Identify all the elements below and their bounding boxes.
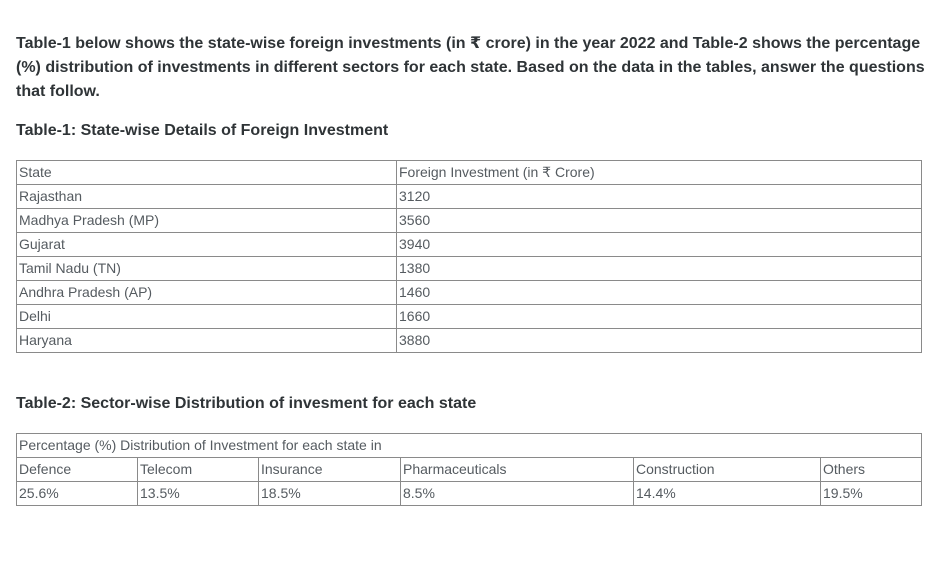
table-caption-row (17, 434, 922, 458)
defence-value: 25.6% (17, 482, 138, 506)
state-cell: Rajasthan (17, 185, 397, 209)
table-header-row (17, 161, 922, 185)
state-cell: Haryana (17, 329, 397, 353)
table-row (17, 233, 922, 257)
telecom-value: 13.5% (138, 482, 259, 506)
construction-value: 14.4% (634, 482, 821, 506)
distribution-caption: Percentage (%) Distribution of Investment for each state in (17, 434, 922, 458)
insurance-value: 18.5% (259, 482, 401, 506)
table-row (17, 209, 922, 233)
table-row (17, 329, 922, 353)
others-value: 19.5% (821, 482, 922, 506)
intro-paragraph: Table-1 below shows the state-wise foreign investments (in ₹ crore) in the year 2022 and Table-2 shows the percentage (%) distribution of investments in different sectors for each state. Based on the data in the tables, answer the questions that follow. (16, 35, 925, 100)
investment-cell: 3560 (397, 209, 922, 233)
table-row (17, 185, 922, 209)
table-row (17, 482, 922, 506)
header-defence: Defence (17, 458, 138, 482)
header-foreign-investment: Foreign Investment (in ₹ Crore) (397, 161, 922, 185)
state-cell: Tamil Nadu (TN) (17, 257, 397, 281)
investment-cell: 3880 (397, 329, 922, 353)
table-row (17, 281, 922, 305)
investment-cell: 1460 (397, 281, 922, 305)
investment-cell: 1380 (397, 257, 922, 281)
header-pharmaceuticals: Pharmaceuticals (401, 458, 634, 482)
table-header-row (17, 458, 922, 482)
table1-title: Table-1: State-wise Details of Foreign Investment (16, 122, 389, 139)
state-cell: Delhi (17, 305, 397, 329)
investment-cell: 1660 (397, 305, 922, 329)
header-telecom: Telecom (138, 458, 259, 482)
header-construction: Construction (634, 458, 821, 482)
sector-distribution-table (16, 433, 922, 506)
header-others: Others (821, 458, 922, 482)
state-cell: Madhya Pradesh (MP) (17, 209, 397, 233)
table-row (17, 305, 922, 329)
pharmaceuticals-value: 8.5% (401, 482, 634, 506)
table-row (17, 257, 922, 281)
state-cell: Gujarat (17, 233, 397, 257)
investment-cell: 3120 (397, 185, 922, 209)
header-insurance: Insurance (259, 458, 401, 482)
table2-title: Table-2: Sector-wise Distribution of invesment for each state (16, 395, 477, 412)
state-cell: Andhra Pradesh (AP) (17, 281, 397, 305)
state-investment-table (16, 160, 922, 353)
header-state: State (17, 161, 397, 185)
investment-cell: 3940 (397, 233, 922, 257)
